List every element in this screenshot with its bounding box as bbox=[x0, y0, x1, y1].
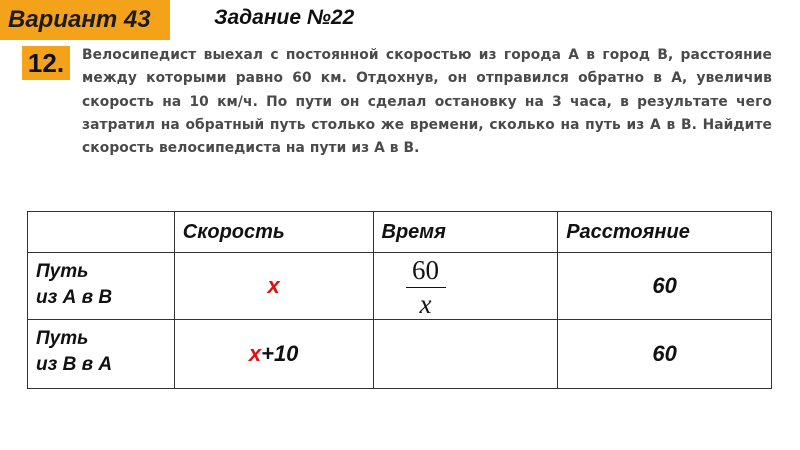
speed-variable: x bbox=[248, 341, 262, 366]
problem-text: Велосипедист выехал с постоянной скоростью из города А в город В, расстояние между которыми равно 60 км. Отдохнув, он отправился обратно в А, увеличив скорость на 10 км/ч. По пути он сделал остановку на 3 часа, в результате чего затратил на обратный путь столько же времени, сколько на путь из А в В. Найдите скорость велосипедиста на пути из А в В. bbox=[82, 47, 772, 157]
table-row bbox=[28, 253, 772, 320]
row-label-line1: Путь bbox=[36, 261, 89, 282]
header-empty bbox=[28, 212, 175, 253]
distance-cell: 60 bbox=[558, 253, 772, 320]
distance-cell: 60 bbox=[558, 320, 772, 389]
time-fraction bbox=[406, 255, 446, 318]
fraction-bar bbox=[406, 287, 446, 288]
problem-number: 12. bbox=[22, 46, 70, 80]
row-label bbox=[28, 253, 175, 320]
task-title: Задание №22 bbox=[214, 6, 355, 29]
speed-variable: x bbox=[267, 273, 280, 298]
speed-increment: +10 bbox=[261, 341, 299, 366]
time-cell bbox=[373, 253, 558, 320]
row-label-line2: из В в А bbox=[36, 354, 113, 375]
time-cell bbox=[373, 320, 558, 389]
speed-cell bbox=[174, 253, 373, 320]
table-header-row bbox=[28, 212, 772, 253]
fraction-denominator: x bbox=[419, 289, 432, 319]
row-label bbox=[28, 320, 175, 389]
header-time: Время bbox=[373, 212, 558, 253]
table-row bbox=[28, 320, 772, 389]
solution-table bbox=[27, 211, 772, 389]
speed-cell bbox=[174, 320, 373, 389]
row-label-line2: из А в В bbox=[36, 287, 113, 308]
variant-badge: Вариант 43 bbox=[0, 0, 170, 40]
row-label-line1: Путь bbox=[36, 328, 89, 349]
header-speed: Скорость bbox=[174, 212, 373, 253]
header-distance: Расстояние bbox=[558, 212, 772, 253]
fraction-numerator: 60 bbox=[412, 255, 440, 285]
